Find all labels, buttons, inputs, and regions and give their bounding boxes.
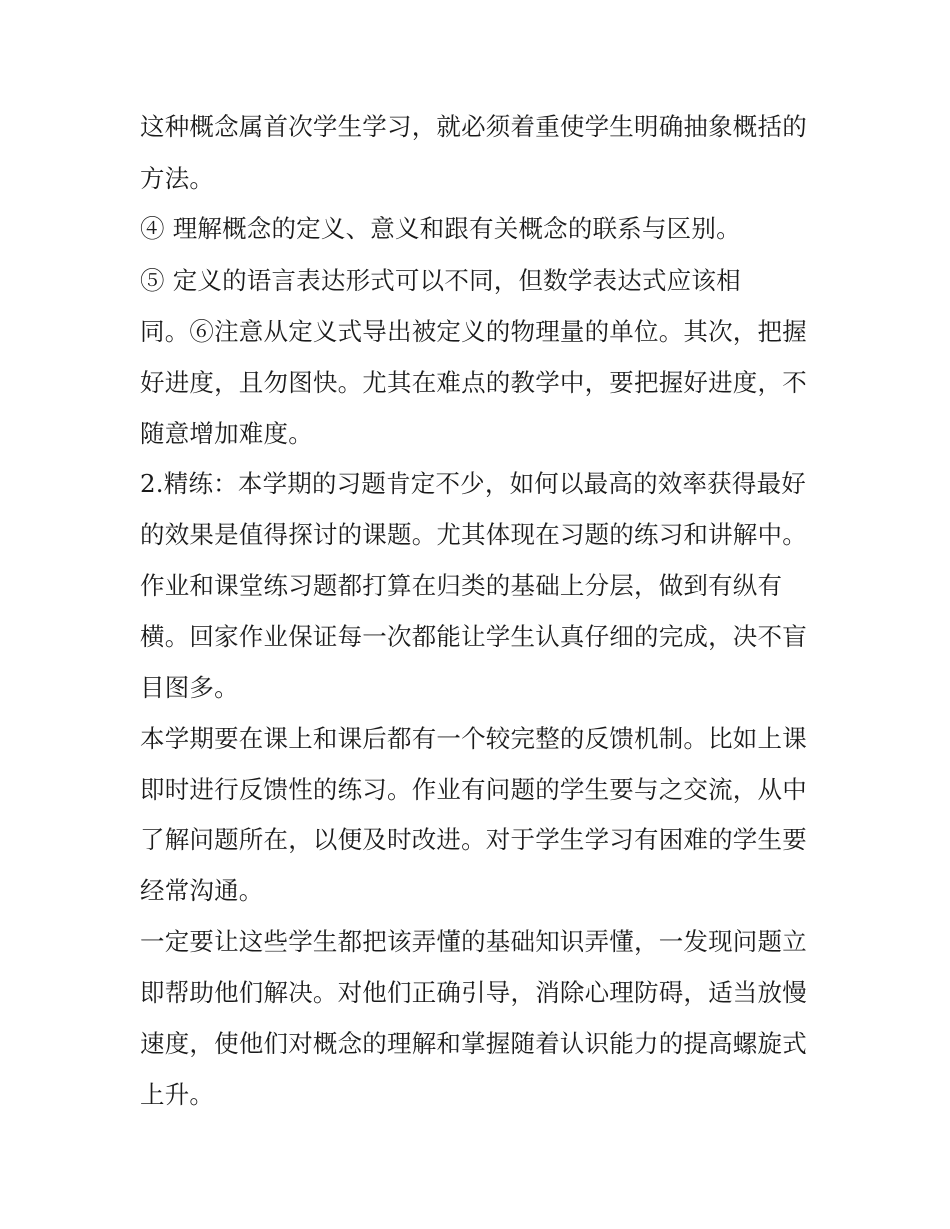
- text-line: 随意增加难度。: [140, 419, 313, 448]
- text-line: 作业和课堂练习题都打算在归类的基础上分层，做到有纵有: [140, 571, 783, 600]
- text-line: 横。回家作业保证每一次都能让学生认真仔细的完成，决不盲: [140, 622, 807, 651]
- text-line: 速度，使他们对概念的理解和掌握随着认识能力的提高螺旋式: [140, 1029, 807, 1058]
- text-line: 同。⑥注意从定义式导出被定义的物理量的单位。其次，把握: [140, 317, 807, 346]
- text-line: 2.精练：本学期的习题肯定不少，如何以最高的效率获得最好: [140, 469, 806, 498]
- text-line: 一定要让这些学生都把该弄懂的基础知识弄懂，一发现问题立: [140, 927, 807, 956]
- text-line: ④ 理解概念的定义、意义和跟有关概念的联系与区别。: [140, 214, 741, 243]
- text-line: 好进度，且勿图快。尤其在难点的教学中，要把握好进度，不: [140, 368, 807, 397]
- text-line: 上升。: [140, 1080, 215, 1109]
- text-line: ⑤ 定义的语言表达形式可以不同，但数学表达式应该相: [140, 266, 741, 295]
- text-line: 本学期要在课上和课后都有一个较完整的反馈机制。比如上课: [140, 724, 807, 753]
- text-line: 目图多。: [140, 673, 239, 702]
- text-line: 即时进行反馈性的练习。作业有问题的学生要与之交流，从中: [140, 775, 807, 804]
- text-line: 这种概念属首次学生学习，就必须着重使学生明确抽象概括的: [140, 112, 807, 141]
- text-line: 即帮助他们解决。对他们正确引导，消除心理防碍，适当放慢: [140, 978, 807, 1007]
- text-line: 方法。: [140, 164, 215, 193]
- text-line: 了解问题所在，以便及时改进。对于学生学习有困难的学生要: [140, 825, 807, 854]
- text-line: 经常沟通。: [140, 876, 264, 905]
- text-line: 的效果是值得探讨的课题。尤其体现在习题的练习和讲解中。: [140, 520, 807, 549]
